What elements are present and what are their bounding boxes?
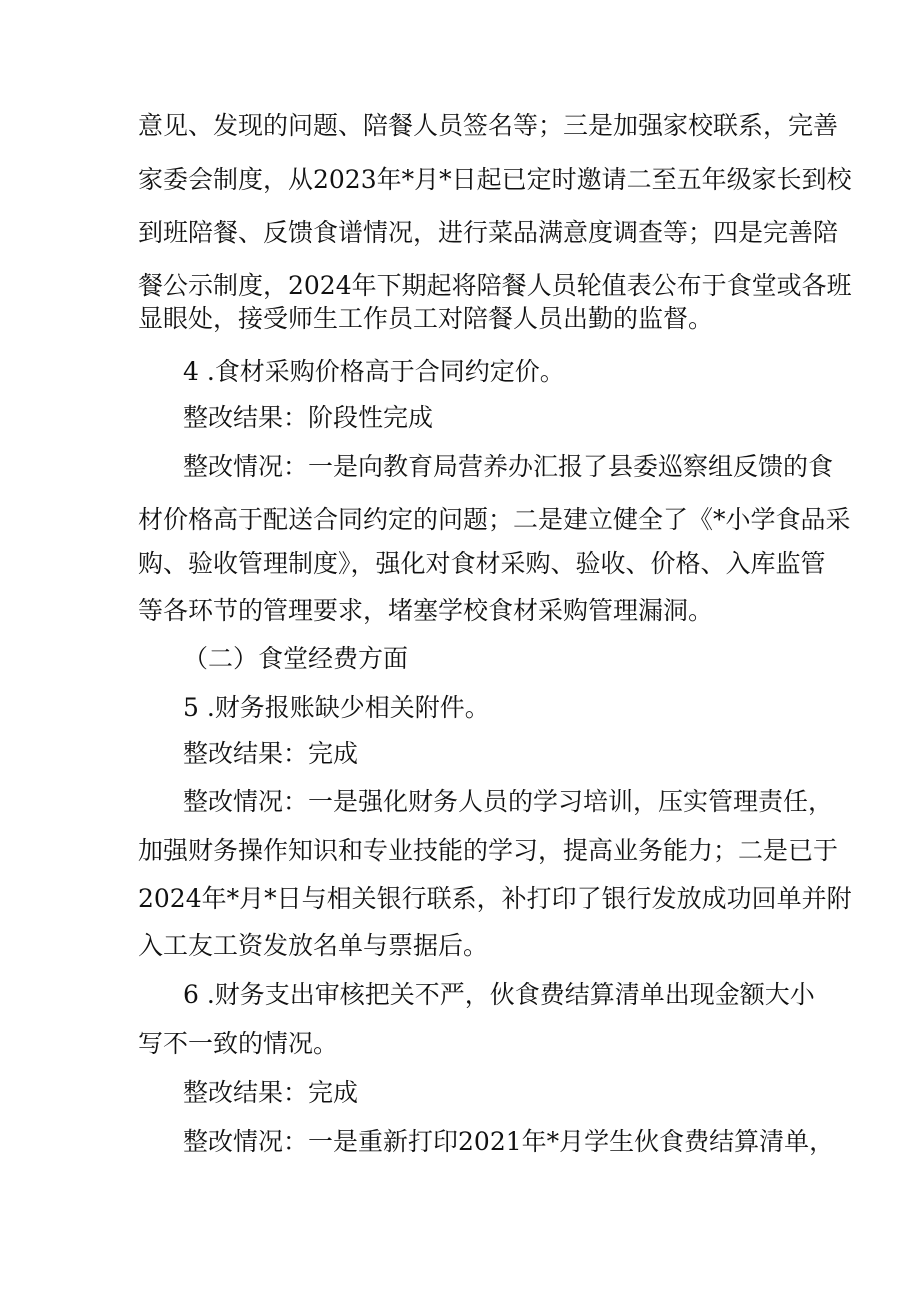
rectification-status-6: 整改情况：一是重新打印2021年*月学生伙食费结算清单，: [183, 1127, 835, 1156]
text-line: 加强财务操作知识和专业技能的学习，提高业务能力；二是已于: [138, 836, 839, 865]
rectification-result-5: 整改结果：完成: [183, 739, 359, 768]
text-line: 家委会制度，从2023年*月*日起已定时邀请二至五年级家长到校: [138, 165, 852, 194]
text-line: 到班陪餐、反馈食谱情况，进行菜品满意度调查等；四是完善陪: [138, 218, 839, 247]
text-line: 入工友工资发放名单与票据后。: [138, 931, 489, 960]
rectification-result-4: 整改结果：阶段性完成: [183, 403, 434, 432]
rectification-status-4: 整改情况：一是向教育局营养办汇报了县委巡察组反馈的食: [183, 452, 834, 481]
rectification-status-5: 整改情况：一是强化财务人员的学习培训，压实管理责任，: [183, 787, 834, 816]
section-heading: （二）食堂经费方面: [183, 644, 409, 673]
text-line: 显眼处，接受师生工作员工对陪餐人员出勤的监督。: [138, 304, 714, 333]
item-heading-4: 4 .食材采购价格高于合同约定价。: [183, 357, 565, 386]
item-heading-6: 6 .财务支出审核把关不严，伙食费结算清单出现金额大小: [183, 980, 815, 1009]
text-line: 餐公示制度，2024年下期起将陪餐人员轮值表公布于食堂或各班: [138, 271, 852, 300]
text-line: 材价格高于配送合同约定的问题；二是建立健全了《*小学食品采: [138, 505, 851, 534]
text-line: 购、验收管理制度》，强化对食材采购、验收、价格、入库监管: [138, 549, 826, 578]
text-line: 2024年*月*日与相关银行联系，补打印了银行发放成功回单并附: [138, 884, 852, 913]
rectification-result-6: 整改结果：完成: [183, 1078, 359, 1107]
text-line: 写不一致的情况。: [138, 1029, 339, 1058]
item-heading-5: 5 .财务报账缺少相关附件。: [183, 693, 490, 722]
text-line: 等各环节的管理要求，堵塞学校食材采购管理漏洞。: [138, 596, 714, 625]
text-line: 意见、发现的问题、陪餐人员签名等；三是加强家校联系，完善: [138, 111, 839, 140]
